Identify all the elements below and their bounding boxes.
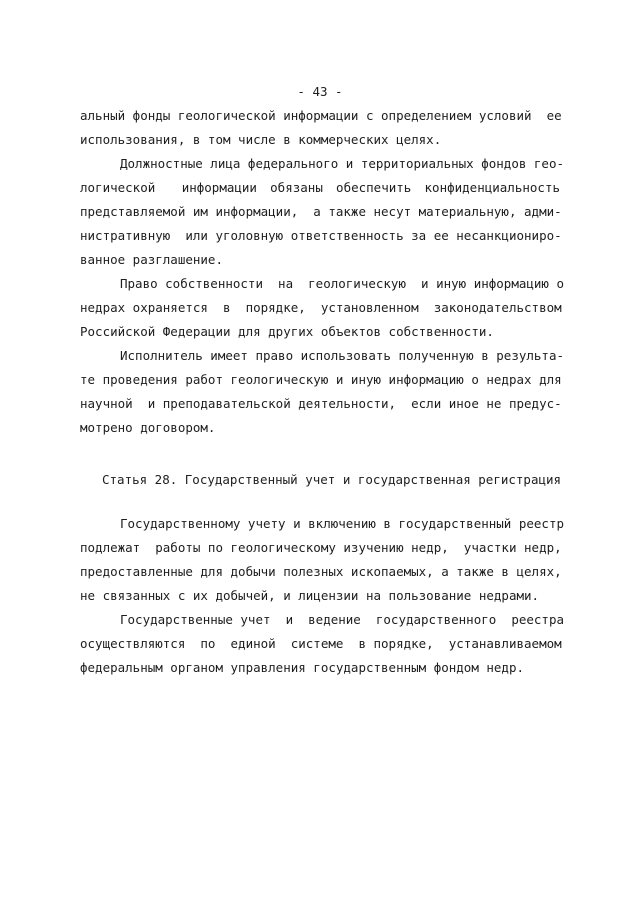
text-line: научной и преподавательской деятельности, если иное не предус- [80, 396, 562, 411]
text-line: Российской Федерации для других объектов собственности. [80, 324, 494, 339]
text-line: те проведения работ геологическую и иную информацию о недрах для [80, 372, 562, 387]
text-line: недрах охраняется в порядке, установленном законодательством [80, 300, 562, 315]
body-text-bottom [80, 512, 565, 680]
article-heading: Статья 28. Государственный учет и государственная регистрация [102, 472, 562, 487]
text-line: Должностные лица федерального и территориальных фондов гео- [120, 156, 565, 171]
text-line: ванное разглашение. [80, 252, 223, 267]
body-text-top [80, 104, 565, 440]
text-line: логической информации обязаны обеспечить конфиденциальность [80, 180, 560, 195]
text-line: Государственные учет и ведение государственного реестра [120, 612, 565, 627]
text-line: нистративную или уголовную ответственность за ее несанкциониро- [80, 228, 562, 243]
text-line: альный фонды геологической информации с определением условий ее [80, 108, 562, 123]
text-line: использования, в том числе в коммерческих целях. [80, 132, 442, 147]
text-line: мотрено договором. [80, 420, 216, 435]
text-line: предоставленные для добычи полезных ископаемых, а также в целях, [80, 564, 562, 579]
text-line: Право собственности на геологическую и иную информацию о [120, 276, 565, 291]
text-line: представляемой им информации, а также несут материальную, адми- [80, 204, 562, 219]
text-line: федеральным органом управления государственным фондом недр. [80, 660, 525, 675]
text-line: осуществляются по единой системе в порядке, устанавливаемом [80, 636, 562, 651]
text-line: Исполнитель имеет право использовать полученную в результа- [120, 348, 565, 363]
page-number: - 43 - [297, 84, 343, 99]
text-line: подлежат работы по геологическому изучению недр, участки недр, [80, 540, 562, 555]
text-line: не связанных с их добычей, и лицензии на пользование недрами. [80, 588, 540, 603]
text-line: Государственному учету и включению в государственный реестр [120, 516, 565, 531]
